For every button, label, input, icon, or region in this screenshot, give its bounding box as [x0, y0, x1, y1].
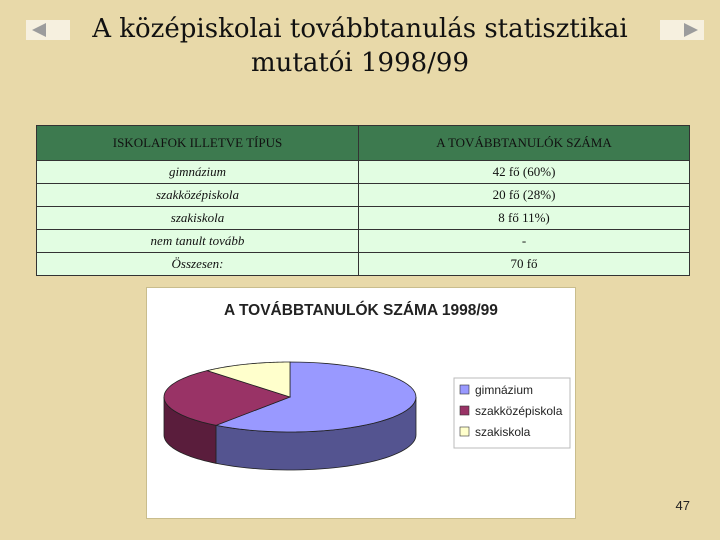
slide-title — [0, 12, 720, 80]
pie-slices — [164, 362, 416, 470]
slide-title-line-2: mutatói 1998/99 — [250, 48, 470, 78]
count-cell: 8 fő 11%) — [359, 207, 690, 230]
count-cell: 42 fő (60%) — [359, 161, 690, 184]
count-cell: 70 fő — [359, 253, 690, 276]
legend-swatch-szakiskola — [460, 427, 469, 436]
table-row — [37, 253, 690, 276]
legend-label-szakközépiskola: szakközépiskola — [475, 404, 563, 418]
table-row — [37, 207, 690, 230]
statistics-table — [36, 125, 690, 276]
table-header-row — [37, 126, 690, 161]
chart-legend — [454, 378, 570, 448]
type-cell: gimnázium — [37, 161, 359, 184]
column-header-count: A TOVÁBBTANULÓK SZÁMA — [359, 126, 690, 161]
legend-label-szakiskola: szakiskola — [475, 425, 531, 439]
type-cell: Összesen: — [37, 253, 359, 276]
pie-chart — [146, 287, 576, 519]
column-header-type: ISKOLAFOK ILLETVE TÍPUS — [37, 126, 359, 161]
table-row — [37, 184, 690, 207]
count-cell: - — [359, 230, 690, 253]
type-cell: nem tanult tovább — [37, 230, 359, 253]
table-row — [37, 230, 690, 253]
legend-swatch-gimnázium — [460, 385, 469, 394]
legend-swatch-szakközépiskola — [460, 406, 469, 415]
page-number: 47 — [675, 498, 690, 513]
chart-title: A TOVÁBBTANULÓK SZÁMA 1998/99 — [224, 302, 498, 319]
slide-title-line-1: A középiskolai továbbtanulás statisztikai — [92, 14, 628, 44]
type-cell: szakiskola — [37, 207, 359, 230]
pie-chart-svg — [147, 288, 575, 518]
table-row — [37, 161, 690, 184]
count-cell: 20 fő (28%) — [359, 184, 690, 207]
legend-label-gimnázium: gimnázium — [475, 383, 534, 397]
type-cell: szakközépiskola — [37, 184, 359, 207]
